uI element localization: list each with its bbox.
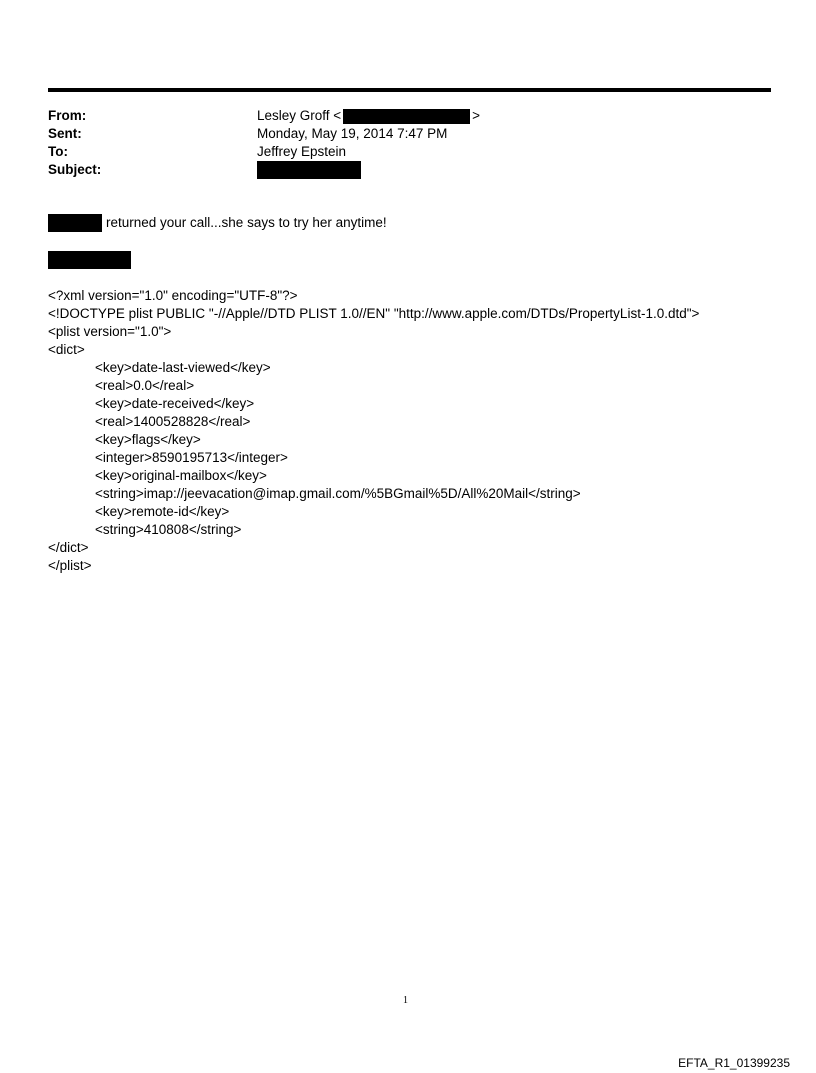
to-label: To: — [48, 144, 68, 159]
xml-line: <real>1400528828</real> — [95, 414, 251, 429]
xml-line: <plist version="1.0"> — [48, 324, 172, 339]
xml-line: <string>imap://jeevacation@imap.gmail.com/%5BGmail%5D/All%20Mail</string> — [95, 486, 581, 501]
redacted-email — [343, 109, 470, 124]
xml-line: <string>410808</string> — [95, 522, 242, 537]
message-text: returned your call...she says to try her anytime! — [106, 215, 387, 230]
redacted-name — [48, 214, 102, 232]
xml-line: <key>original-mailbox</key> — [95, 468, 267, 483]
xml-line: </plist> — [48, 558, 92, 573]
from-label: From: — [48, 108, 87, 123]
redacted-subject — [257, 161, 361, 179]
xml-line: <!DOCTYPE plist PUBLIC "-//Apple//DTD PLIST 1.0//EN" "http://www.apple.com/DTDs/PropertyList-1.0.dtd"> — [48, 306, 700, 321]
subject-label: Subject: — [48, 162, 102, 177]
bates-number: EFTA_R1_01399235 — [678, 1056, 790, 1070]
xml-line: <key>date-received</key> — [95, 396, 255, 411]
to-value: Jeffrey Epstein — [257, 144, 347, 159]
page-number: 1 — [403, 995, 408, 1006]
xml-line: <key>flags</key> — [95, 432, 201, 447]
message-body — [48, 214, 387, 232]
email-header — [48, 107, 748, 179]
xml-plist-block — [48, 287, 768, 575]
from-value — [257, 107, 480, 125]
sent-label: Sent: — [48, 126, 82, 141]
header-divider — [48, 88, 771, 92]
xml-line: <key>remote-id</key> — [95, 504, 230, 519]
sent-row — [48, 125, 748, 143]
redacted-signature — [48, 251, 131, 269]
subject-value — [257, 161, 361, 179]
from-close: > — [472, 108, 481, 123]
from-name: Lesley Groff < — [257, 108, 342, 123]
xml-line: <integer>8590195713</integer> — [95, 450, 288, 465]
subject-row — [48, 161, 748, 179]
to-row — [48, 143, 748, 161]
xml-line: </dict> — [48, 540, 89, 555]
xml-line: <?xml version="1.0" encoding="UTF-8"?> — [48, 288, 298, 303]
from-row — [48, 107, 748, 125]
sent-value: Monday, May 19, 2014 7:47 PM — [257, 126, 448, 141]
xml-line: <real>0.0</real> — [95, 378, 195, 393]
xml-line: <key>date-last-viewed</key> — [95, 360, 271, 375]
xml-line: <dict> — [48, 342, 85, 357]
